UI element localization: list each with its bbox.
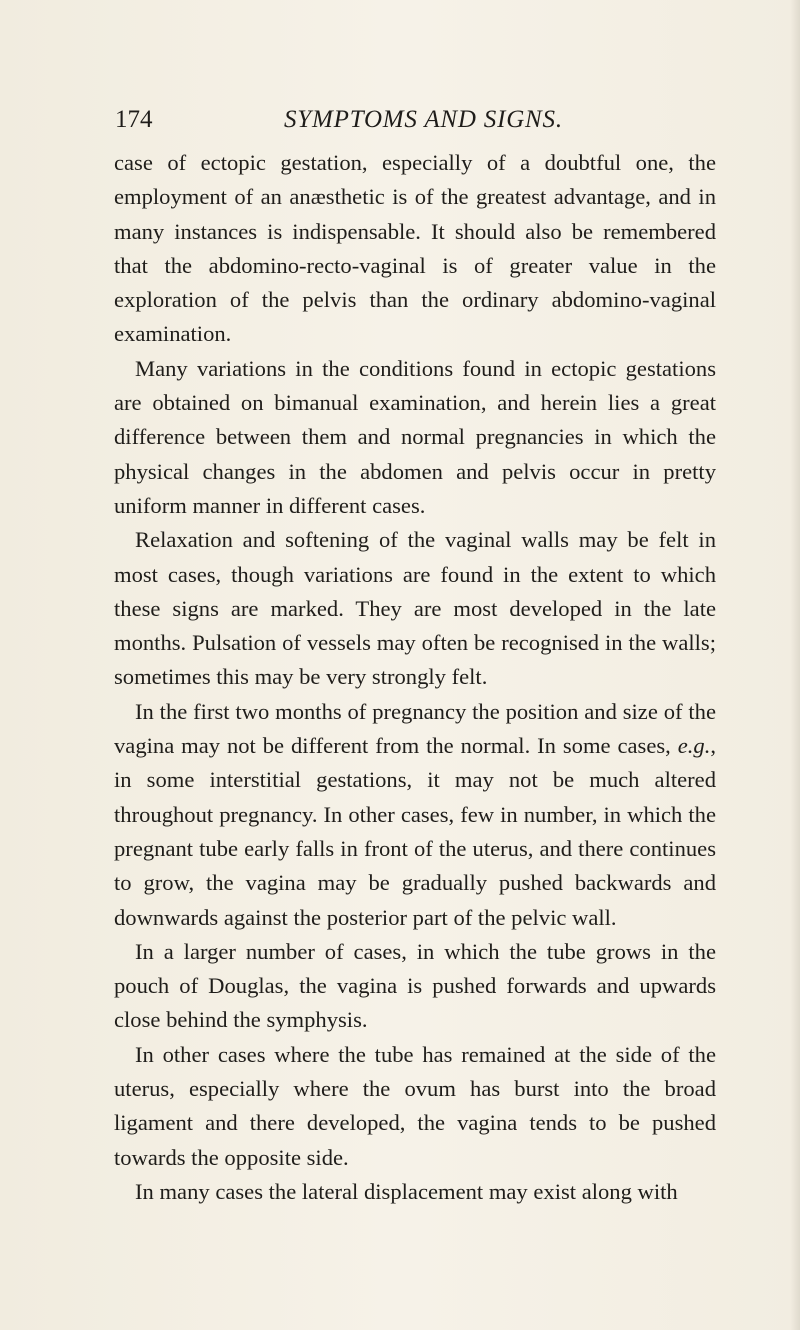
paragraph-1: case of ectopic gestation, especially of a doubtful one, the employment of an anæsthetic is of the greatest advantage, and in many instances is indispensable. It should also be remembered that the abdomino-recto-vaginal is of greater value in the exploration of the pelvis than the ordinary abdomino-vaginal examination.: [114, 150, 716, 347]
paragraph-6: In other cases where the tube has remained at the side of the uterus, especially where the ovum has burst into the broad ligament and there developed, the vagina tends to be pushed towards the opposite side.: [114, 1041, 716, 1170]
paragraph-5: In a larger number of cases, in which the tube grows in the pouch of Douglas, the vagina is pushed forwards and upwards close behind the symphysis.: [114, 938, 716, 1033]
paragraph-7: In many cases the lateral displacement may exist along with: [135, 1178, 678, 1204]
body-text: [114, 146, 716, 1209]
abbreviation-eg: e.g.: [677, 733, 711, 759]
running-title: SYMPTOMS AND SIGNS.: [284, 106, 563, 133]
paragraph-3: Relaxation and softening of the vaginal walls may be felt in most cases, though variations are found in the extent to which these signs are marked. They are most developed in the late months. Pulsation of vessels may often be recognised in the walls; sometimes this may be very strongly felt.: [114, 527, 716, 690]
paragraph-4: In the first two months of pregnancy the position and size of the vagina may not be different from the normal. In some cases, e.g., in some interstitial gestations, it may not be much altered throughout pregnancy. In other cases, few in number, in which the pregnant tube early falls in front of the uterus, and there continues to grow, the vagina may be gradually pushed backwards and downwards against the posterior part of the pelvic wall.: [114, 698, 716, 930]
page-header: [115, 103, 715, 137]
page-edge-shadow: [790, 0, 800, 1330]
page-number: 174: [115, 106, 153, 133]
paragraph-2: Many variations in the conditions found in ectopic gestations are obtained on bimanual examination, and herein lies a great difference between them and normal pregnancies in which the physical changes in the abdomen and pelvis occur in pretty uniform manner in different cases.: [114, 355, 716, 518]
